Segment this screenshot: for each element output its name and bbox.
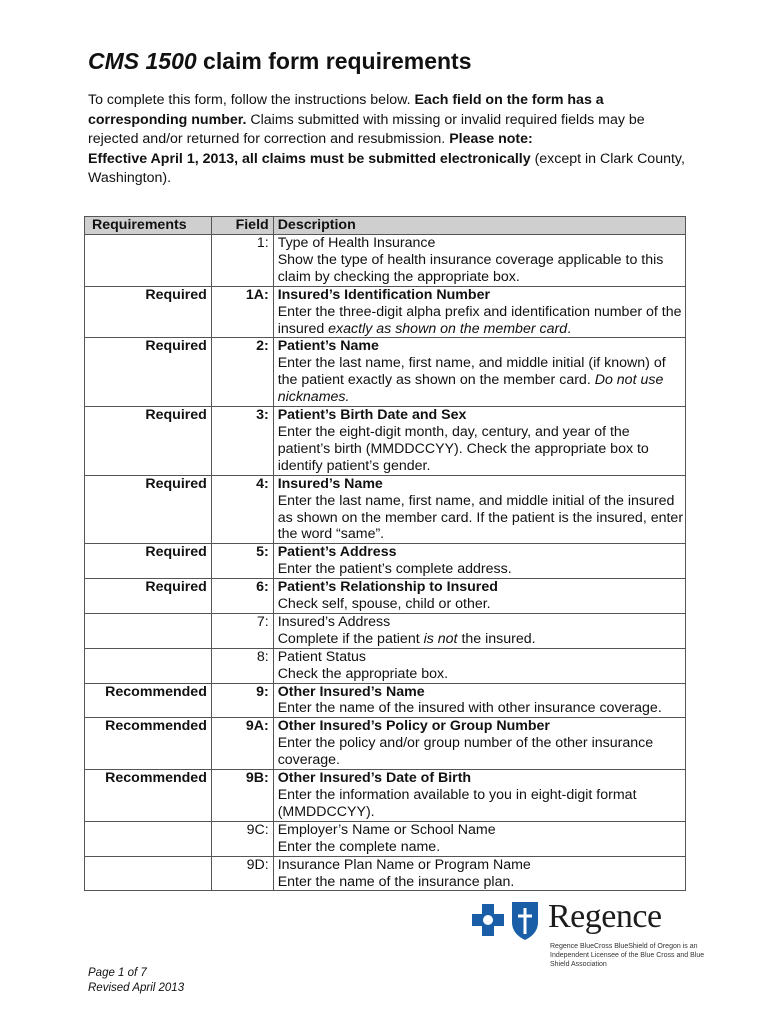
requirement-cell — [85, 235, 212, 287]
description-cell — [273, 286, 685, 338]
revised-date: Revised April 2013 — [88, 982, 185, 994]
field-instructions — [278, 631, 685, 648]
blue-shield-icon — [512, 902, 538, 940]
page-footer — [88, 966, 184, 996]
field-title: Other Insured’s Policy or Group Number — [277, 718, 550, 735]
intro-text-e: Effective April 1, 2013, all claims must be submitted electronically — [88, 150, 531, 167]
blue-cross-icon — [472, 904, 504, 936]
field-number-cell: 2: — [211, 338, 273, 407]
instructions-tail: . — [567, 320, 572, 337]
requirement-cell: Recommended — [85, 770, 212, 822]
instructions-text: Enter the information available to you in eight-digit format (MMDDCCYY). — [277, 787, 637, 820]
instructions-text: Check the appropriate box. — [277, 665, 449, 682]
field-number-cell: 9D: — [211, 856, 273, 891]
title-rest: claim form requirements — [196, 48, 472, 74]
field-title: Patient Status — [277, 648, 367, 665]
field-instructions — [278, 787, 685, 821]
instructions-text: Enter the three-digit alpha prefix and identification number of the insured — [277, 303, 682, 337]
table-row — [85, 544, 686, 579]
field-title: Other Insured’s Name — [277, 683, 425, 700]
regence-logo — [470, 898, 710, 968]
intro-text-f: (except in Clark County, Washington). — [88, 150, 685, 186]
field-title: Patient’s Name — [277, 338, 379, 355]
intro-paragraph-1 — [88, 91, 688, 150]
field-number-cell: 9B: — [211, 770, 273, 822]
table-row — [85, 475, 686, 544]
intro-text-a: To complete this form, follow the instructions below. — [88, 92, 415, 108]
description-cell — [273, 683, 685, 718]
field-instructions — [278, 596, 685, 613]
logo-wordmark: Regence — [548, 898, 662, 935]
instructions-emphasis: exactly as shown on the member card — [328, 320, 568, 337]
logo-fine-print: Regence BlueCross BlueShield of Oregon is an Independent Licensee of the Blue Cross and Blue Shield Association — [550, 943, 705, 968]
requirement-cell: Required — [85, 475, 212, 544]
field-instructions — [278, 493, 685, 544]
field-title: Insured’s Identification Number — [277, 286, 491, 303]
table-row — [85, 338, 686, 407]
requirement-cell: Required — [85, 286, 212, 338]
field-number-cell: 9A: — [211, 718, 273, 770]
header-field: Field — [211, 217, 273, 235]
field-instructions — [278, 735, 685, 769]
field-instructions — [278, 839, 685, 856]
page-title — [88, 48, 471, 75]
instructions-text: Enter the policy and/or group number of the other insurance coverage. — [277, 735, 654, 769]
field-instructions — [278, 561, 685, 578]
table-row — [85, 407, 686, 476]
description-cell — [273, 475, 685, 544]
table-row — [85, 683, 686, 718]
instructions-text: Enter the name of the insured with other insurance coverage. — [277, 700, 662, 717]
description-cell — [273, 821, 685, 856]
instructions-text: Show the type of health insurance coverage applicable to this claim by checking the appropriate box. — [277, 251, 664, 285]
instructions-text: Enter the last name, first name, and middle initial (if known) of the patient exactly as shown on the member card. — [277, 355, 666, 389]
requirements-table — [84, 216, 686, 891]
instructions-text: Enter the name of the insurance plan. — [277, 873, 515, 890]
header-requirements: Requirements — [85, 217, 212, 235]
intro-text — [88, 91, 688, 189]
field-instructions — [278, 355, 685, 406]
field-title: Insured’s Name — [277, 475, 383, 492]
field-number-cell: 1: — [211, 235, 273, 287]
description-cell — [273, 407, 685, 476]
instructions-emphasis: is not — [423, 630, 458, 647]
field-instructions — [278, 874, 685, 891]
field-title: Type of Health Insurance — [277, 235, 436, 251]
field-number-cell: 8: — [211, 648, 273, 683]
field-instructions — [278, 424, 685, 475]
table-header-row — [85, 217, 686, 235]
description-cell — [273, 648, 685, 683]
description-cell — [273, 856, 685, 891]
field-number-cell: 9C: — [211, 821, 273, 856]
requirement-cell: Recommended — [85, 718, 212, 770]
instructions-emphasis: Do not use nicknames. — [277, 372, 664, 406]
instructions-tail: the insured. — [457, 630, 536, 647]
field-instructions — [278, 666, 685, 683]
requirement-cell: Recommended — [85, 683, 212, 718]
field-number-cell: 3: — [211, 407, 273, 476]
page-number: Page 1 of 7 — [88, 967, 147, 979]
description-cell — [273, 579, 685, 614]
instructions-text: Check self, spouse, child or other. — [277, 596, 491, 613]
field-title: Employer’s Name or School Name — [277, 821, 496, 838]
description-cell — [273, 770, 685, 822]
description-cell — [273, 544, 685, 579]
instructions-text: Enter the eight-digit month, day, century, and year of the patient’s birth (MMDDCCYY). Check the appropriate box to identify patient’s gender. — [277, 423, 649, 474]
field-number-cell: 4: — [211, 475, 273, 544]
field-title: Patient’s Address — [277, 544, 397, 561]
requirement-cell — [85, 821, 212, 856]
table-row — [85, 579, 686, 614]
description-cell — [273, 718, 685, 770]
field-title: Insured’s Address — [277, 613, 391, 630]
field-number-cell: 5: — [211, 544, 273, 579]
field-instructions — [278, 700, 685, 717]
field-title: Insurance Plan Name or Program Name — [277, 856, 531, 873]
field-number-cell: 1A: — [211, 286, 273, 338]
intro-text-c: Claims submitted with missing or invalid required fields may be rejected and/or returned for correction and resubmission. — [88, 111, 645, 147]
table-row — [85, 821, 686, 856]
table-row — [85, 235, 686, 287]
requirement-cell — [85, 613, 212, 648]
intro-text-d: Please note: — [449, 131, 533, 147]
blue-cross-blue-shield-icon — [470, 898, 544, 942]
intro-paragraph-2 — [88, 150, 688, 189]
table-row — [85, 718, 686, 770]
field-number-cell: 6: — [211, 579, 273, 614]
requirement-cell: Required — [85, 579, 212, 614]
table-row — [85, 856, 686, 891]
table-row — [85, 613, 686, 648]
instructions-text: Enter the complete name. — [277, 838, 441, 855]
field-title: Patient’s Relationship to Insured — [277, 579, 498, 596]
requirement-cell — [85, 856, 212, 891]
requirement-cell — [85, 648, 212, 683]
field-title: Other Insured’s Date of Birth — [277, 770, 472, 787]
title-code: CMS 1500 — [88, 48, 197, 74]
table-row — [85, 648, 686, 683]
instructions-text: Enter the last name, first name, and middle initial of the insured as shown on the member card. If the patient is the insured, enter the word “same”. — [277, 492, 684, 543]
requirement-cell: Required — [85, 544, 212, 579]
requirement-cell: Required — [85, 338, 212, 407]
table-row — [85, 770, 686, 822]
instructions-text: Enter the patient’s complete address. — [277, 561, 512, 578]
requirement-cell: Required — [85, 407, 212, 476]
instructions-text: Complete if the patient — [277, 630, 424, 647]
field-title: Patient’s Birth Date and Sex — [277, 407, 467, 424]
description-cell — [273, 613, 685, 648]
field-number-cell: 7: — [211, 613, 273, 648]
description-cell — [273, 338, 685, 407]
header-description: Description — [273, 217, 685, 235]
intro-text-b: Each field on the form has a corresponding number. — [88, 92, 604, 128]
description-cell — [273, 235, 685, 287]
field-number-cell: 9: — [211, 683, 273, 718]
table-row — [85, 286, 686, 338]
field-instructions — [278, 304, 685, 338]
field-instructions — [278, 252, 685, 286]
